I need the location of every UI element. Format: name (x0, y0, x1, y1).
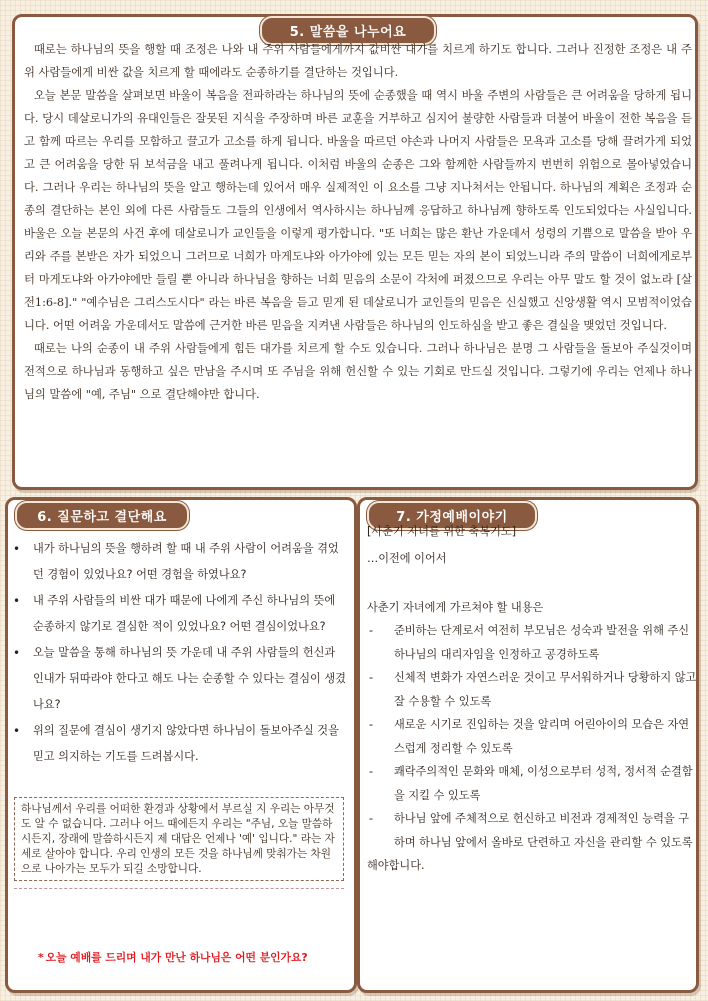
question-item (9, 588, 349, 640)
continued-note: …이전에 이어서 (367, 552, 447, 565)
teaching-item (367, 713, 697, 760)
teaching-text: 신체적 변화가 자연스러운 것이고 무서워하거나 당황하지 않고 잘 수용할 수 있도록 (394, 671, 697, 708)
bullet-icon: • (13, 646, 21, 660)
sermon-section-title: 5. 말씀을 나누어요 (260, 16, 436, 45)
teaching-text: 새로운 시기로 진입하는 것을 알리며 어린아이의 모습은 자연스럽게 정리할 수 있도록 (394, 718, 690, 755)
dash-icon: - (369, 671, 374, 684)
question-text: 내가 하나님의 뜻을 행하려 할 때 내 주위 사람이 어려움을 겪었던 경험이 있었나요? 어떤 경험을 하였나요? (33, 542, 339, 581)
sermon-paragraph-1: 때로는 하나님의 뜻을 행할 때 조정은 나와 내 주위 사람들에게까지 값비싼 대가를 치르게 하기도 합니다. 그러나 진정한 조정은 내 주위 사람들에게 비싼 값을 치르게 할 때에라도 순종하기를 결단하는 것입니다. (24, 43, 692, 79)
teaching-item (367, 666, 697, 713)
questions-note-box: 하나님께서 우리를 어떠한 환경과 상황에서 부르실 지 우리는 아무것도 알 수 없습니다. 그러나 어느 때에든지 우리는 "주님, 오늘 말씀하시든지, 장래에 말씀하시든지 제 대답은 언제나 '예' 입니다." 라는 자세로 살아야 합니다. 우리 인생의 모든 것을 하나님께 맞춰가는 차원으로 나아가는 모두가 되길 소망합니다. (14, 797, 344, 881)
questions-section-title: 6. 질문하고 결단해요 (15, 501, 189, 530)
dash-icon: - (369, 624, 374, 637)
sermon-body (24, 38, 692, 406)
sermon-paragraph-3: 때로는 나의 순종이 내 주위 사람들에게 힘든 대가를 치르게 할 수도 있습니다. 그러나 하나님은 분명 그 사람들을 돌보아 주실것이며 전적으로 하나님과 동행하고 싶은 만남을 주시며 또 주님을 위해 헌신할 수 있는 기회로 만드실 것입니다. 그렇기에 우리는 언제나 하나님의 말씀에 "예, 주님" 으로 결단해야만 합니다. (24, 342, 692, 401)
dash-icon: - (369, 812, 374, 825)
teaching-text: 쾌락주의적인 문화와 매체, 이성으로부터 성적, 정서적 순결함을 지킬 수 있도록 (394, 765, 693, 802)
asterisk-icon: * (38, 951, 44, 964)
sermon-paragraph-2: 오늘 본문 말씀을 살펴보면 바울이 복음을 전파하라는 하나님의 뜻에 순종했을 때 역시 바울 주변의 사람들은 큰 어려움을 당하게 됩니다. 당시 데살로니가의 유대인들은 잘못된 지식을 주장하며 바른 교훈을 거부하고 심지어 불량한 사람들과 더불어 바울이 전한 복음을 듣고 함께 따르는 우리를 모함하고 끌고가 고소를 하게 됩니다. 바울을 따르던 야손과 나머지 사람들은 모욕과 고소를 당해 끌려가게 되었고 큰 어려움을 당한 뒤 보석금을 내고 풀려나게 됩니다. 이처럼 바울의 순종은 그와 함께한 사람들까지 번번히 위험으로 몰아넣었습니다. 그러나 우리는 하나님의 뜻을 알고 행하는데 있어서 매우 실제적인 이 요소를 그냥 지나쳐서는 안됩니다. 하나님의 계획은 조정과 순종의 결단하는 본인 외에 다른 사람들도 그들의 인생에서 역사하시는 하나님께 응답하고 하나님께 향하도록 인도되었다는 사실입니다. 바울은 오늘 본문의 사건 후에 데살로니가 교인들을 이렇게 평가합니다. "또 너희는 많은 환난 가운데서 성령의 기쁨으로 말씀을 받아 우리와 주를 본받은 자가 되었으니 그러므로 너희가 마게도냐와 아가야에 있는 모든 믿는 자의 본이 되었느니라 주의 말씀이 너희에게로부터 마게도냐와 아가야에만 들릴 뿐 아니라 하나님을 향하는 너희 믿음의 소문이 각처에 퍼졌으므로 우리는 아무 말도 할 것이 없노라 [살전1:6-8]." "예수님은 그리스도시다" 라는 바른 복음을 듣고 믿게 된 데살로니가 교인들의 믿음은 신실했고 신앙생활 역시 모범적이었습니다. 어떤 어려움 가운데서도 말씀에 근거한 바른 믿음을 지켜낸 사람들은 하나님의 인도하심을 받고 좋은 결실을 맺었던 것입니다. (24, 89, 692, 332)
teaching-conclusion: 해야합니다. (367, 859, 425, 872)
teaching-item (367, 619, 697, 666)
question-item (9, 536, 349, 588)
question-text: 내 주위 사람들의 비싼 대가 때문에 나에게 주신 하나님의 뜻에 순종하지 않기로 결심한 적이 있었나요? 어떤 결심이었나요? (33, 594, 336, 633)
family-section-title: 7. 가정예배이야기 (367, 501, 537, 530)
dash-icon: - (369, 718, 374, 731)
family-subtitle: [사춘기 자녀를 위한 축복기도] (367, 525, 517, 538)
note-divider (14, 888, 344, 889)
dash-icon: - (369, 765, 374, 778)
bullet-icon: • (13, 724, 21, 738)
question-item (9, 640, 349, 718)
worship-reflection-prompt (38, 950, 308, 965)
teaching-text: 하나님 앞에 주체적으로 헌신하고 비전과 경제적인 능력을 구하며 하나님 앞에서 올바로 단련하고 자신을 관리할 수 있도록 (394, 812, 693, 849)
questions-list (9, 536, 349, 770)
teaching-list (367, 619, 697, 878)
bullet-icon: • (13, 542, 21, 556)
question-text: 오늘 말씀을 통해 하나님의 뜻 가운데 내 주위 사람들의 헌신과 인내가 뒤따라야 한다고 해도 나는 순종할 수 있다는 결심이 생겼나요? (33, 646, 346, 711)
family-intro: 사춘기 자녀에게 가르쳐야 할 내용은 (367, 601, 544, 614)
reflection-text: 오늘 예배를 드리며 내가 만난 하나님은 어떤 분인가요? (45, 951, 308, 964)
bullet-icon: • (13, 594, 21, 608)
question-item (9, 718, 349, 770)
question-text: 위의 질문에 결심이 생기지 않았다면 하나님이 돌보아주실 것을 믿고 의지하는 기도를 드려봅시다. (33, 724, 339, 763)
teaching-item (367, 760, 697, 807)
teaching-text: 준비하는 단계로서 여전히 부모님은 성숙과 발전을 위해 주신 하나님의 대리자임을 인정하고 공경하도록 (394, 624, 690, 661)
teaching-item (367, 807, 697, 854)
